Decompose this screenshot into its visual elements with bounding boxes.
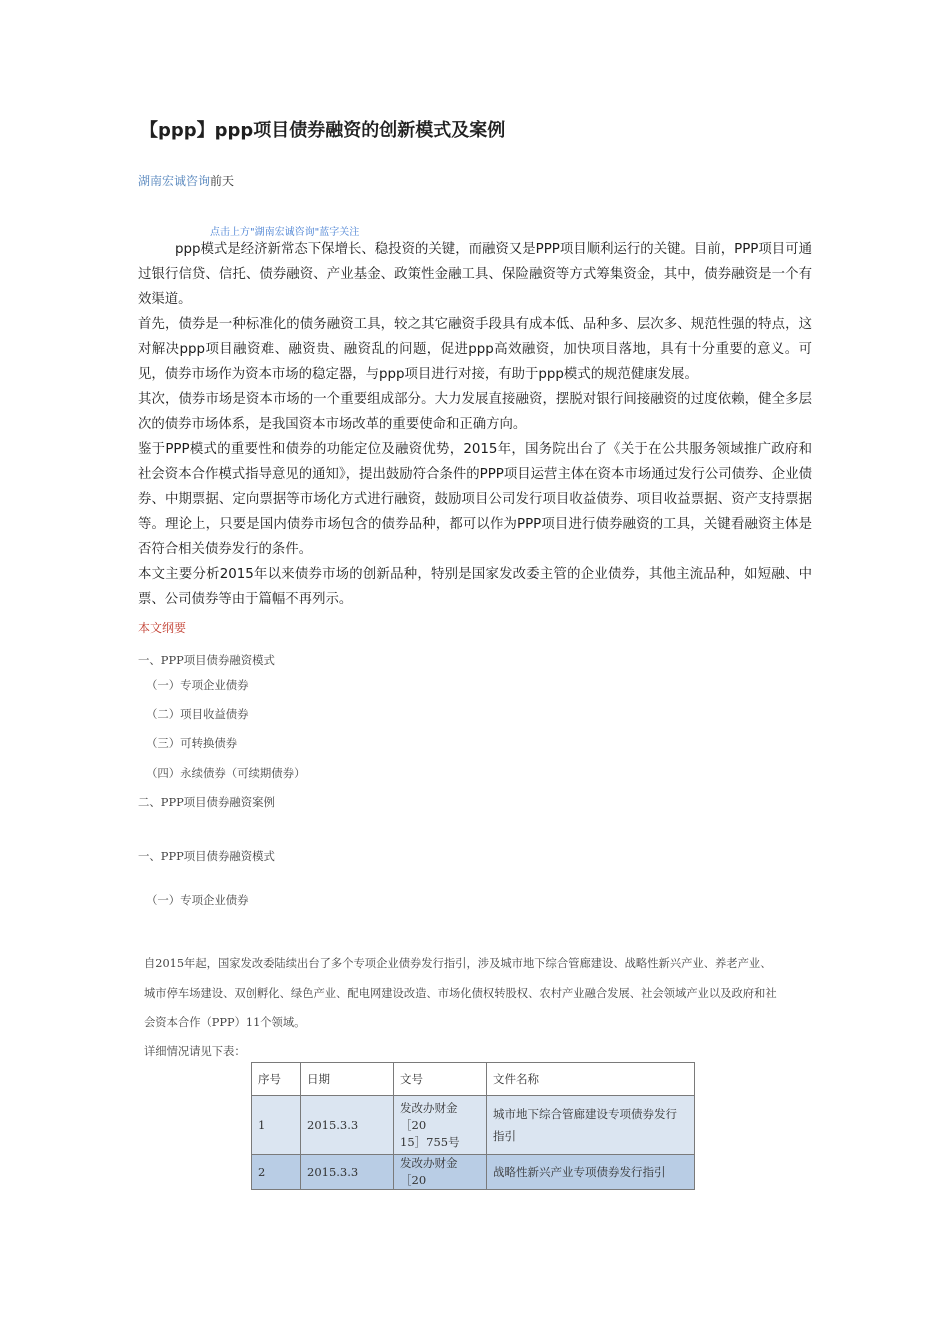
subsection-heading: （一）专项企业债券 [146, 893, 249, 907]
section-text-line: 自2015年起，国家发改委陆续出台了多个专项企业债券发行指引，涉及城市地下综合管廊建设、战略性新兴产业、养老产业、 [144, 957, 772, 970]
author-link[interactable]: 湖南宏诚咨询 [138, 174, 211, 188]
outline-item[interactable]: （二）项目收益债券 [146, 707, 249, 721]
table-header-cell: 序号 [252, 1063, 301, 1096]
article-meta [138, 172, 234, 189]
paragraph: 其次，债券市场是资本市场的一个重要组成部分。大力发展直接融资，摆脱对银行间接融资的过度依赖，健全多层次的债券市场体系，是我国资本市场改革的重要使命和正确方向。 [138, 392, 812, 432]
outline-item[interactable]: （三）可转换债券 [146, 736, 238, 750]
paragraph: ppp模式是经济新常态下保增长、稳投资的关键，而融资又是PPP项目顺利运行的关键。目前，PPP项目可通过银行信贷、信托、债券融资、产业基金、政策性金融工具、保险融资等方式筹集资金，其中，债券融资是一个有效渠道。 [138, 242, 812, 307]
table-header-row [252, 1063, 695, 1096]
follow-hint[interactable]: 点击上方"湖南宏诚咨询"蓝字关注 [210, 227, 360, 238]
table-intro: 详细情况请见下表： [144, 1045, 246, 1058]
outline-heading: 本文纲要 [138, 621, 187, 635]
cell-doc-line: ［20 [400, 1117, 427, 1132]
cell-name-line: 指引 [493, 1129, 516, 1143]
outline-item[interactable]: （一）专项企业债券 [146, 678, 249, 692]
cell-doc-line: ［20 [400, 1173, 427, 1187]
cell-doc-line: 发改办财金 [400, 1100, 458, 1115]
section-text-line: 会资本合作（PPP）11个领域。 [144, 1016, 306, 1029]
cell-doc [394, 1096, 487, 1155]
cell-doc [394, 1155, 487, 1190]
document-table [251, 1062, 695, 1190]
paragraph: 首先，债券是一种标准化的债务融资工具，较之其它融资手段具有成本低、品种多、层次多、规范性强的特点，这对解决ppp项目融资难、融资贵、融资乱的问题，促进ppp高效融资，加快项目落地，具有十分重要的意义。可见，债券市场作为资本市场的稳定器，与ppp项目进行对接，有助于ppp模式的规范健康发展。 [138, 317, 812, 382]
cell-name: 战略性新兴产业专项债券发行指引 [487, 1155, 695, 1190]
outline-item[interactable]: 一、PPP项目债券融资模式 [138, 653, 275, 667]
cell-doc-line: 15］755号 [400, 1134, 460, 1149]
section-text-line: 城市停车场建设、双创孵化、绿色产业、配电网建设改造、市场化债权转股权、农村产业融合发展、社会领域产业以及政府和社 [144, 987, 777, 1000]
outline-item[interactable]: 二、PPP项目债券融资案例 [138, 795, 275, 809]
article-title: 【ppp】ppp项目债券融资的创新模式及案例 [140, 120, 506, 141]
cell-date: 2015.3.3 [301, 1096, 394, 1155]
paragraph: 本文主要分析2015年以来债券市场的创新品种，特别是国家发改委主管的企业债券，其他主流品种，如短融、中票、公司债券等由于篇幅不再列示。 [138, 567, 812, 607]
cell-name-line: 城市地下综合管廊建设专项债券发行 [493, 1107, 677, 1121]
section-heading: 一、PPP项目债券融资模式 [138, 849, 275, 863]
cell-name [487, 1096, 695, 1155]
cell-doc-line: 发改办财金 [400, 1156, 458, 1170]
publish-time: 前天 [210, 174, 235, 188]
cell-no: 2 [252, 1155, 301, 1190]
article-body [138, 237, 812, 612]
table-row [252, 1155, 695, 1190]
table-row [252, 1096, 695, 1155]
cell-no: 1 [252, 1096, 301, 1155]
table-header-cell: 文件名称 [487, 1063, 695, 1096]
outline-item[interactable]: （四）永续债券（可续期债券） [146, 766, 306, 780]
paragraph: 鉴于PPP模式的重要性和债券的功能定位及融资优势，2015年，国务院出台了《关于在公共服务领域推广政府和社会资本合作模式指导意见的通知》，提出鼓励符合条件的PPP项目运营主体在资本市场通过发行公司债券、企业债券、中期票据、定向票据等市场化方式进行融资，鼓励项目公司发行项目收益债券、项目收益票据、资产支持票据等。理论上，只要是国内债券市场包含的债券品种，都可以作为PPP项目进行债券融资的工具，关键看融资主体是否符合相关债券发行的条件。 [138, 442, 812, 557]
table-header-cell: 日期 [301, 1063, 394, 1096]
table-header-cell: 文号 [394, 1063, 487, 1096]
cell-date: 2015.3.3 [301, 1155, 394, 1190]
